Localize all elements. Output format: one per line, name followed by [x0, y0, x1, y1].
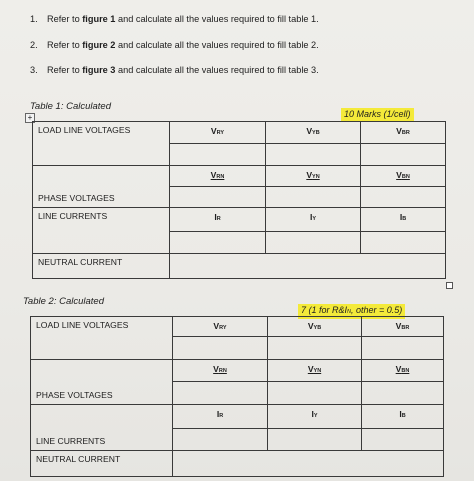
table1-header-vbr: VBR	[361, 122, 446, 144]
table2-header-vrn: VRN	[173, 359, 268, 381]
table1-cell-iy[interactable]	[266, 232, 361, 254]
table2-row-line-currents: LINE CURRENTS	[31, 404, 173, 451]
table2-cell-vyb[interactable]	[268, 337, 362, 359]
table2-header-vyb: VYB	[268, 317, 362, 337]
table2-cell-iy[interactable]	[268, 429, 362, 451]
table1-row-neutral-current: NEUTRAL CURRENT	[33, 254, 170, 279]
instruction-2: 2. Refer to figure 2 and calculate all the values required to fill table 2.	[30, 40, 319, 50]
table1-header-ir: IR	[170, 208, 266, 232]
table1-marks: 10 Marks (1/cell)	[341, 108, 414, 121]
table2-header-iy: IY	[268, 404, 362, 428]
table2-cell-ib[interactable]	[362, 429, 444, 451]
table1-header-vry: VRY	[170, 122, 266, 144]
table2-row-load-line-voltages: LOAD LINE VOLTAGES	[31, 317, 173, 360]
table2-header-vbr: VBR	[362, 317, 444, 337]
table2-cell-vbr[interactable]	[362, 337, 444, 359]
table1-header-iy: IY	[266, 208, 361, 232]
table1-header-vbn: VBN	[361, 166, 446, 187]
table1-cell-vry[interactable]	[170, 144, 266, 166]
table2-row-phase-voltages: PHASE VOLTAGES	[31, 359, 173, 404]
table1	[32, 121, 446, 279]
table2-marks: 7 (1 for R&IN, other = 0.5)	[298, 304, 405, 319]
table2	[30, 316, 444, 477]
table2-cell-vry[interactable]	[173, 337, 268, 359]
table1-row-load-line-voltages: LOAD LINE VOLTAGES	[33, 122, 170, 166]
table2-cell-vrn[interactable]	[173, 382, 268, 404]
table2-header-vyn: VYN	[268, 359, 362, 381]
table1-row-phase-voltages: PHASE VOLTAGES	[33, 166, 170, 208]
instruction-1: 1. Refer to figure 1 and calculate all the values required to fill table 1.	[30, 14, 319, 24]
instruction-3: 3. Refer to figure 3 and calculate all the values required to fill table 3.	[30, 65, 319, 75]
table1-cell-ib[interactable]	[361, 232, 446, 254]
table1-header-vyb: VYB	[266, 122, 361, 144]
table2-header-vry: VRY	[173, 317, 268, 337]
table2-header-vbn: VBN	[362, 359, 444, 381]
table2-row-neutral-current: NEUTRAL CURRENT	[31, 451, 173, 477]
table2-cell-vyn[interactable]	[268, 382, 362, 404]
table2-header-ir: IR	[173, 404, 268, 428]
table1-header-vrn: VRN	[170, 166, 266, 187]
table2-caption: Table 2: Calculated	[23, 296, 104, 307]
table1-cell-vbn[interactable]	[361, 187, 446, 208]
table1-cell-in[interactable]	[170, 254, 446, 279]
table1-cell-vyb[interactable]	[266, 144, 361, 166]
table2-cell-in[interactable]	[173, 451, 444, 477]
table1-cell-vyn[interactable]	[266, 187, 361, 208]
table2-header-ib: IB	[362, 404, 444, 428]
table2-cell-ir[interactable]	[173, 429, 268, 451]
table2-cell-vbn[interactable]	[362, 382, 444, 404]
table1-caption: Table 1: Calculated	[30, 101, 111, 112]
table1-cell-ir[interactable]	[170, 232, 266, 254]
table1-cell-vrn[interactable]	[170, 187, 266, 208]
table1-header-vyn: VYN	[266, 166, 361, 187]
table1-row-line-currents: LINE CURRENTS	[33, 208, 170, 254]
table-move-handle-icon[interactable]: +	[25, 113, 35, 123]
table1-cell-vbr[interactable]	[361, 144, 446, 166]
table1-header-ib: IB	[361, 208, 446, 232]
table-resize-handle-icon[interactable]	[446, 282, 453, 289]
